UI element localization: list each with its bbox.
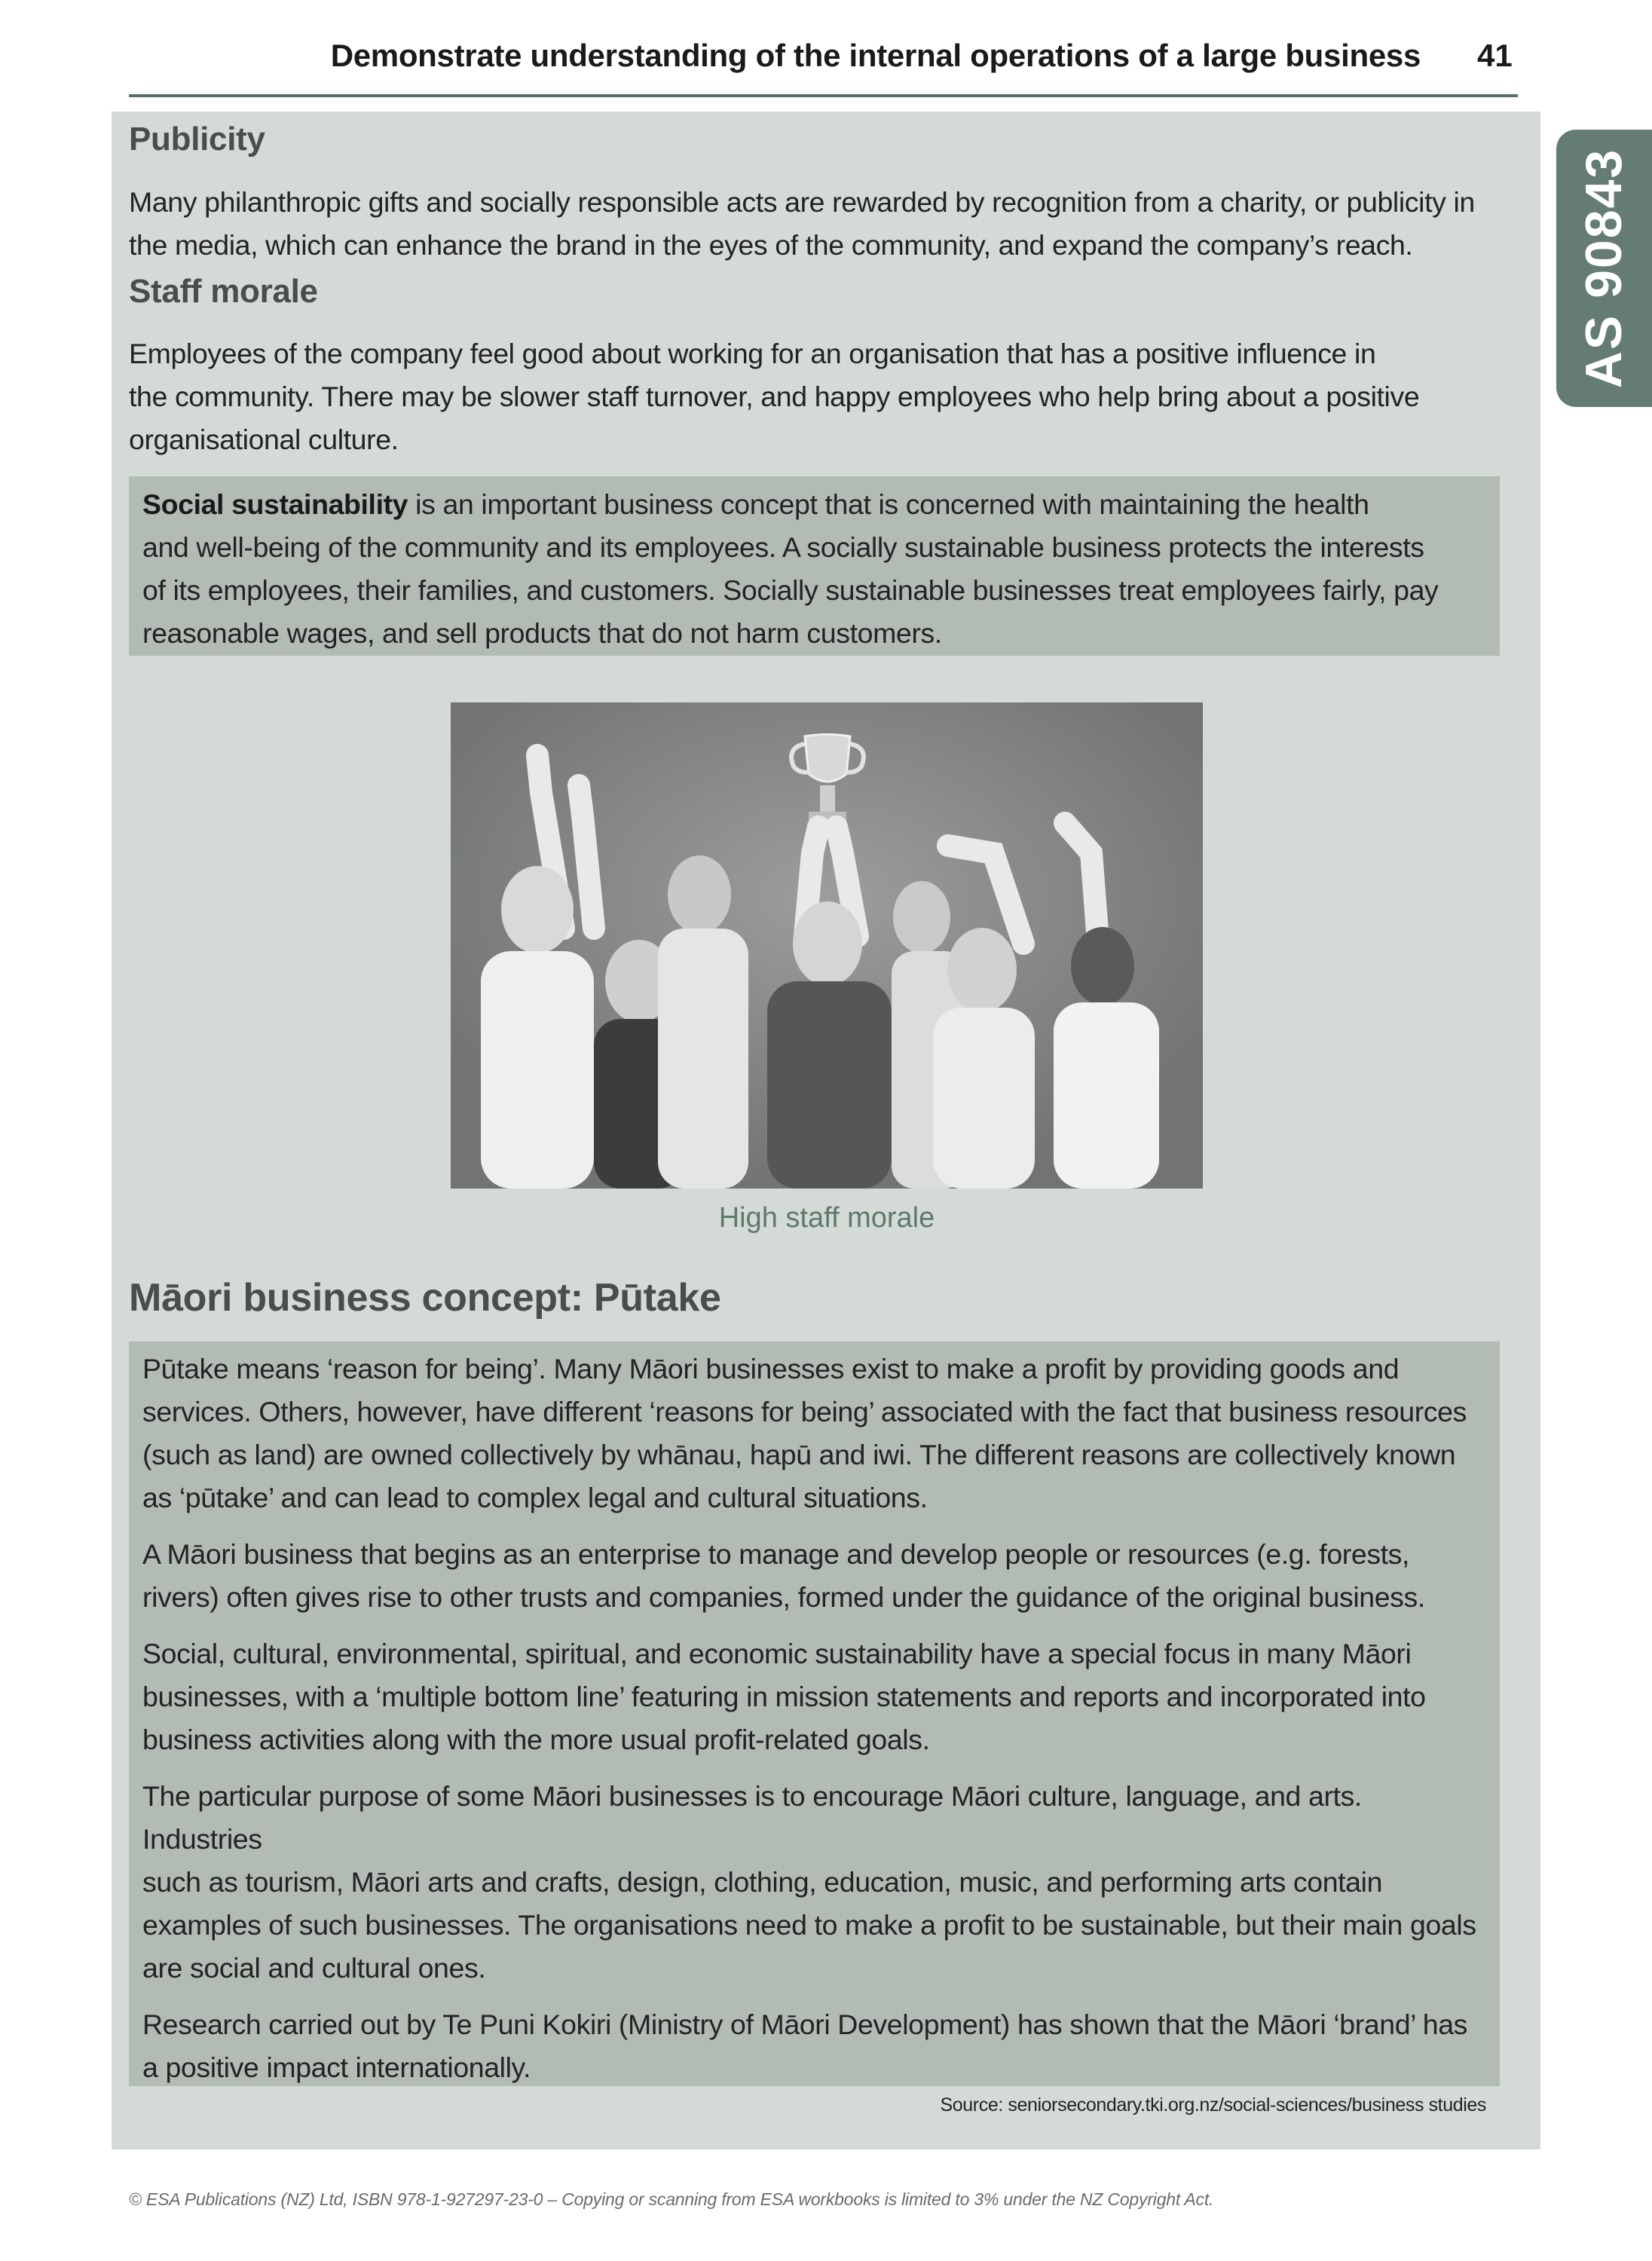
photo-caption: High staff morale — [718, 1202, 935, 1234]
putake-line: business activities along with the more usual profit-related goals. — [142, 1724, 930, 1755]
putake-line: as ‘pūtake’ and can lead to complex legal and cultural situations. — [142, 1482, 928, 1513]
putake-paragraph-3 — [142, 1632, 1486, 1761]
photo-illustration — [451, 702, 1203, 1189]
putake-line: such as tourism, Māori arts and crafts, design, clothing, education, music, and performing arts contain — [142, 1866, 1383, 1898]
putake-paragraph-1 — [142, 1348, 1486, 1519]
putake-box — [129, 1342, 1500, 2116]
publicity-paragraph — [129, 181, 1512, 267]
staff-morale-line: organisational culture. — [129, 424, 399, 455]
definition-line: is an important business concept that is concerned with maintaining the health — [408, 488, 1369, 520]
putake-line: Social, cultural, environmental, spiritual, and economic sustainability have a special focus in many Māori — [142, 1638, 1412, 1669]
putake-line: The particular purpose of some Māori businesses is to encourage Māori culture, language, and arts. Industries — [142, 1780, 1362, 1855]
definition-term: Social sustainability — [142, 488, 408, 520]
putake-line: Research carried out by Te Puni Kokiri (Ministry of Māori Development) has shown that the Māori ‘brand’ has — [142, 2009, 1468, 2040]
definition-line: reasonable wages, and sell products that do not harm customers. — [142, 617, 942, 649]
putake-line: a positive impact internationally. — [142, 2051, 531, 2083]
putake-heading: Māori business concept: Pūtake — [129, 1276, 721, 1320]
staff-morale-paragraph — [129, 332, 1512, 461]
definition-text — [142, 483, 1486, 655]
putake-line: (such as land) are owned collectively by whānau, hapū and iwi. The different reasons are collectively known — [142, 1439, 1456, 1470]
putake-line: rivers) often gives rise to other trusts and companies, formed under the guidance of the original business. — [142, 1581, 1425, 1613]
putake-line: Pūtake means ‘reason for being’. Many Māori businesses exist to make a profit by providing goods and — [142, 1353, 1400, 1384]
standard-side-tab — [1556, 130, 1652, 407]
putake-paragraph-4 — [142, 1775, 1486, 1990]
publicity-line: Many philanthropic gifts and socially responsible acts are rewarded by recognition from a charity, or publicity in — [129, 186, 1475, 218]
putake-paragraph-2 — [142, 1533, 1486, 1619]
staff-celebration-photo — [451, 702, 1203, 1189]
source-citation: Source: seniorsecondary.tki.org.nz/social-sciences/business studies — [940, 2094, 1486, 2116]
putake-line: examples of such businesses. The organisations need to make a profit to be sustainable, but their main goals — [142, 1909, 1476, 1941]
definition-box — [129, 476, 1500, 656]
putake-line: businesses, with a ‘multiple bottom line’ featuring in mission statements and reports and incorporated into — [142, 1681, 1426, 1712]
header-rule — [129, 94, 1518, 97]
side-tab-label: AS 90843 — [1575, 148, 1633, 389]
copyright-footer: © ESA Publications (NZ) Ltd, ISBN 978-1-927297-23-0 – Copying or scanning from ESA workbooks is limited to 3% under the NZ Copyright Act. — [129, 2189, 1214, 2209]
staff-morale-line: Employees of the company feel good about working for an organisation that has a positive influence in — [129, 338, 1376, 369]
staff-morale-heading: Staff morale — [129, 273, 318, 310]
putake-line: services. Others, however, have different ‘reasons for being’ associated with the fact that business resources — [142, 1396, 1467, 1427]
staff-morale-line: the community. There may be slower staff turnover, and happy employees who help bring about a positive — [129, 381, 1420, 412]
putake-line: A Māori business that begins as an enterprise to manage and develop people or resources (e.g. forests, — [142, 1538, 1410, 1570]
publicity-line: the media, which can enhance the brand in the eyes of the community, and expand the company’s reach. — [129, 229, 1413, 261]
putake-paragraph-5 — [142, 2003, 1486, 2089]
page-number: 41 — [1477, 38, 1513, 73]
definition-line: and well-being of the community and its employees. A socially sustainable business protects the interests — [142, 531, 1424, 563]
publicity-heading: Publicity — [129, 121, 265, 158]
definition-line: of its employees, their families, and customers. Socially sustainable businesses treat employees fairly, pay — [142, 574, 1439, 606]
putake-line: are social and cultural ones. — [142, 1952, 486, 1984]
running-header-title: Demonstrate understanding of the internal operations of a large business — [330, 38, 1421, 73]
